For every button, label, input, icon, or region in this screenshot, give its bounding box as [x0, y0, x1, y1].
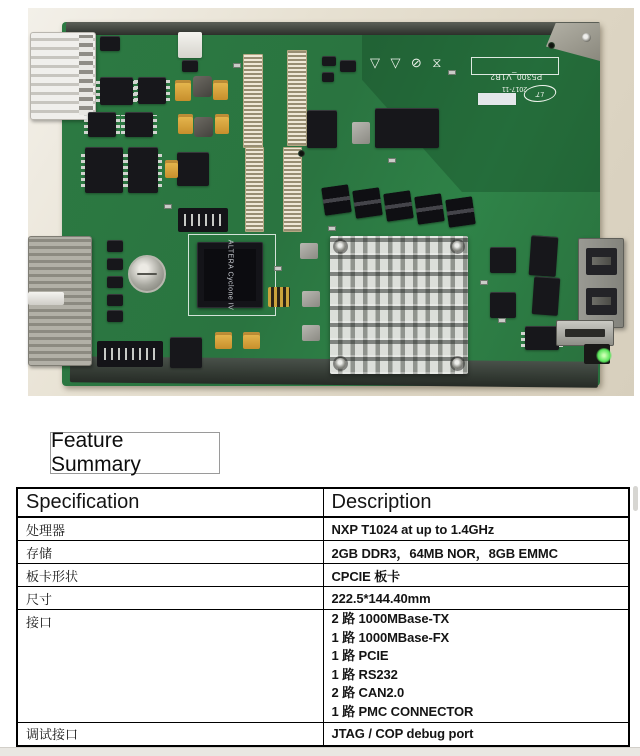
via-hole: [548, 42, 555, 49]
coin-cell-battery: [128, 255, 166, 293]
silkscreen-model-text: P5300_V1B2: [490, 72, 543, 81]
fpga-label: ALTERA Cyclone IV: [226, 239, 234, 311]
smd-component: [498, 318, 506, 323]
spec-cell: 接口: [17, 610, 323, 723]
triangle-icon: ▽: [390, 55, 401, 70]
smd-component: [233, 63, 241, 68]
idc-box-header: [178, 208, 228, 232]
desc-line: 1 路 RS232: [331, 666, 398, 682]
col-header-description: Description: [323, 488, 629, 517]
page-title: Feature Summary: [51, 429, 141, 476]
small-ic: [107, 258, 123, 270]
silkscreen-date-text: 2017-11: [502, 85, 528, 92]
smd-component: [388, 158, 396, 163]
tantalum-capacitor: [175, 80, 191, 101]
heatsink-screw: [452, 358, 463, 369]
cpu-heatsink: [330, 236, 468, 374]
pmc-connector: [243, 54, 263, 148]
ddr-memory-chip: [321, 184, 352, 215]
small-ic: [322, 72, 334, 82]
inductor: [194, 117, 213, 137]
soic-chip: [525, 326, 559, 350]
table-row: [17, 722, 629, 746]
flash-memory-chip: [375, 108, 439, 148]
spec-cell: 处理器: [17, 517, 323, 541]
qfp-chip: [170, 337, 202, 368]
smd-component: [274, 266, 282, 271]
pcb-photo: [28, 8, 634, 396]
desc-cell: 2GB DDR3，64MB NOR，8GB EMMC: [323, 541, 629, 564]
desc-line: 1 路 PCIE: [331, 648, 389, 664]
hourglass-icon: ⧖: [432, 55, 442, 70]
feature-table: [16, 487, 630, 747]
idc-pins: [104, 348, 155, 360]
spec-cell: 尺寸: [17, 587, 323, 610]
feature-summary-box: [50, 429, 220, 476]
front-panel-rail: [66, 22, 600, 35]
window-bottom-bar: [0, 747, 640, 756]
smd-component: [480, 280, 488, 285]
soic-chip: [100, 77, 133, 105]
tantalum-capacitor: [165, 160, 178, 178]
desc-cell: NXP T1024 at up to 1.4GHz: [323, 517, 629, 541]
soic-chip: [88, 112, 116, 137]
smd-component: [328, 226, 336, 231]
pmc-connector: [283, 147, 302, 232]
screw-hole: [582, 33, 591, 42]
ddr-memory-chip: [414, 193, 445, 224]
ddr-memory-chip: [445, 196, 476, 227]
small-ic: [322, 56, 336, 66]
vertical-scrollbar-thumb[interactable]: [633, 486, 638, 511]
manufacturer-logo: LT: [521, 85, 559, 102]
ceramic-capacitor: [302, 291, 320, 307]
qfp-chip: [307, 110, 337, 148]
ethernet-phy-chip: [490, 247, 516, 273]
desc-line: 1 路 1000MBase-FX: [331, 629, 450, 645]
no-symbol-icon: ⊘: [410, 55, 422, 70]
table-row: [17, 610, 629, 723]
table-row: [17, 587, 629, 610]
table-row: [17, 564, 629, 587]
table-row: [17, 517, 629, 541]
rj45-port: [586, 288, 617, 315]
heatsink-screw: [335, 358, 346, 369]
tantalum-capacitor: [213, 80, 228, 100]
fpga-chip: [197, 239, 263, 311]
table-row: [17, 541, 629, 564]
certification-icons: [370, 54, 447, 72]
voltage-regulator: [182, 60, 198, 72]
heatsink-screw: [452, 241, 463, 252]
desc-cell: 222.5*144.40mm: [323, 587, 629, 610]
soic-chip: [138, 77, 166, 104]
power-led: [596, 348, 612, 363]
qfp-chip: [177, 152, 209, 186]
terminal-pins: [79, 35, 93, 115]
pmc-connector: [245, 147, 264, 232]
smd-component: [164, 204, 172, 209]
spec-cell: 板卡形状: [17, 564, 323, 587]
smd-component: [448, 70, 456, 75]
terminal-block-connector: [30, 32, 96, 120]
desc-cell: CPCIE 板卡: [323, 564, 629, 587]
small-ic: [107, 294, 123, 306]
spec-cell: 调试接口: [17, 722, 323, 746]
usb-connector: [556, 320, 614, 346]
memory-chip: [529, 235, 559, 277]
memory-chip: [532, 276, 561, 316]
power-terminal-connector: [178, 32, 202, 58]
ddr-memory-chip: [383, 190, 414, 221]
small-ic: [107, 276, 123, 288]
desc-line: 2 路 1000MBase-TX: [331, 611, 450, 626]
dip-switch: [268, 287, 290, 307]
ceramic-capacitor: [300, 243, 318, 259]
small-ic: [107, 310, 123, 322]
ethernet-phy-chip: [490, 292, 516, 318]
inductor: [193, 76, 212, 97]
via-hole: [298, 150, 305, 157]
pmc-connector: [287, 50, 307, 146]
desc-line: 2 路 CAN2.0: [331, 685, 405, 701]
desc-cell: JTAG / COP debug port: [323, 722, 629, 746]
jtag-idc-header: [97, 341, 163, 367]
tantalum-capacitor: [178, 114, 193, 134]
rj45-dual-port: [578, 238, 624, 328]
desc-line: 1 路 PMC CONNECTOR: [331, 703, 474, 719]
tantalum-capacitor: [215, 332, 232, 349]
small-ic: [107, 240, 123, 252]
ceramic-capacitor: [302, 325, 320, 341]
ejector-handle: [28, 292, 64, 305]
small-ic: [340, 60, 356, 72]
rj45-port: [586, 248, 617, 275]
desc-cell: [323, 610, 629, 723]
col-header-specification: Specification: [17, 488, 323, 517]
spec-cell: 存储: [17, 541, 323, 564]
tantalum-capacitor: [243, 332, 260, 349]
heatsink-screw: [335, 241, 346, 252]
sop-memory-chip: [85, 147, 123, 193]
sop-memory-chip: [128, 147, 158, 193]
table-header-row: [17, 488, 629, 517]
small-ic: [100, 36, 120, 51]
soic-chip: [125, 112, 153, 137]
tantalum-capacitor: [215, 114, 229, 134]
crystal-oscillator: [352, 122, 370, 144]
triangle-icon: ▽: [370, 55, 380, 70]
ddr-memory-chip: [352, 187, 383, 218]
white-sticker: [478, 93, 516, 105]
idc-pins: [184, 214, 223, 225]
